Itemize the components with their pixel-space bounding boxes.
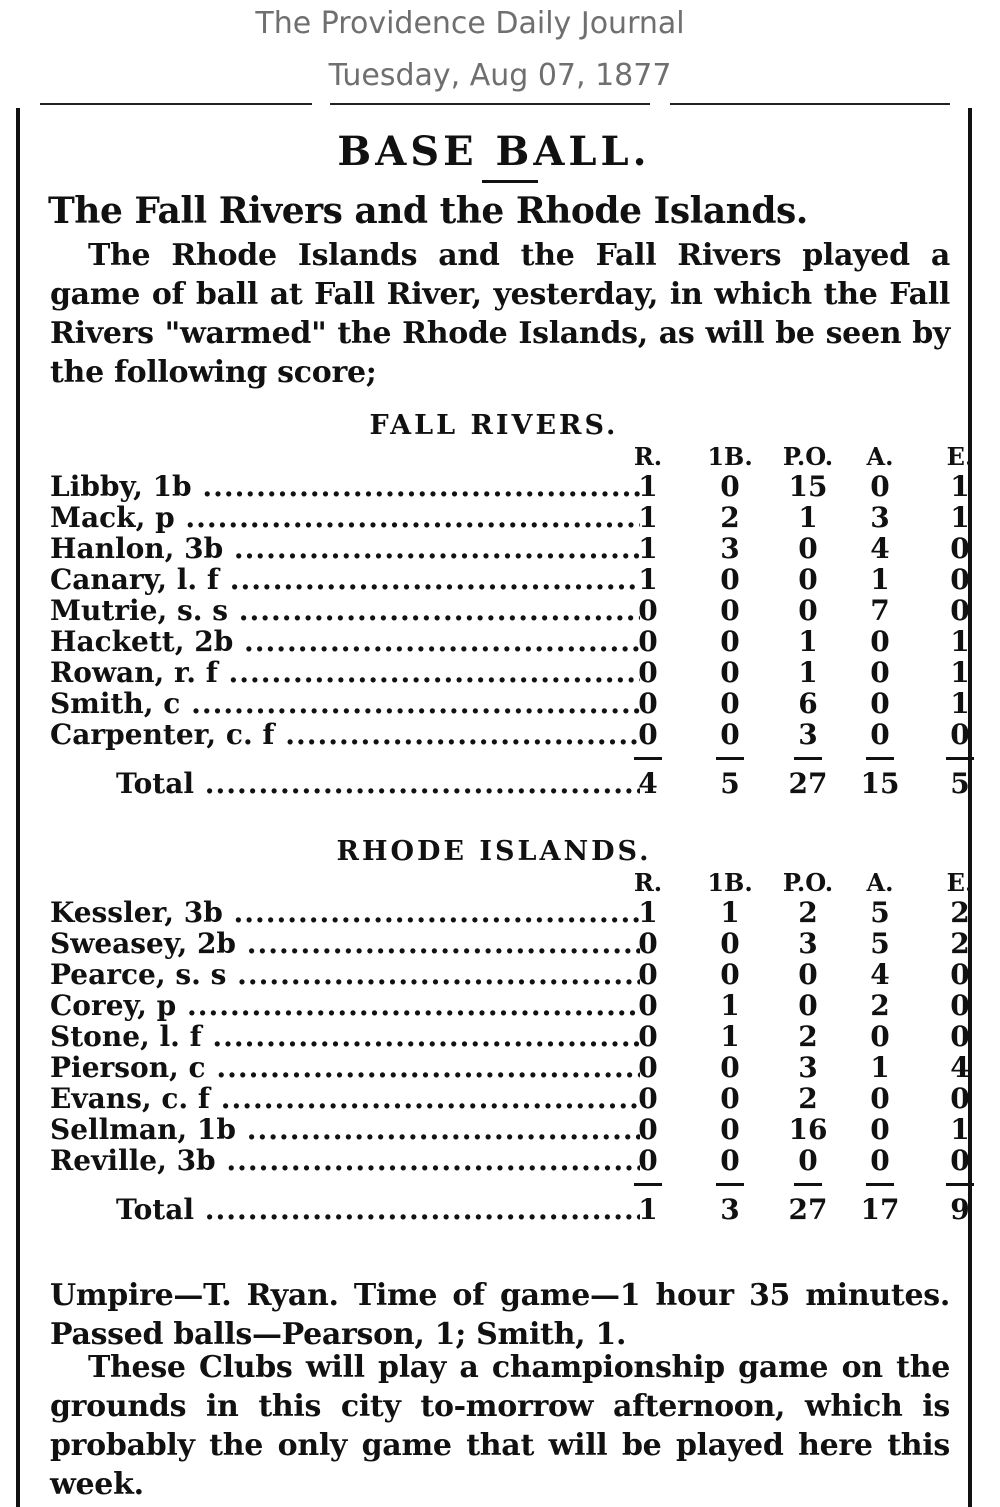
player-name: Sellman, 1b .....	[50, 1115, 640, 1145]
player-stat: 0	[950, 718, 970, 751]
player-name: Stone, l. f .....	[50, 1022, 640, 1052]
player-stat: 1	[950, 1113, 970, 1146]
player-stat: 1	[638, 563, 658, 596]
player-stat: 1	[798, 501, 818, 534]
sum-rule	[634, 1183, 662, 1186]
player-stat: 4	[870, 532, 890, 565]
player-stat: 0	[720, 1051, 740, 1084]
player-name: Rowan, r. f .....	[50, 658, 640, 688]
player-stat: 2	[798, 896, 818, 929]
player-stat: 2	[720, 501, 740, 534]
sum-rule	[946, 1183, 974, 1186]
player-stat: 1	[638, 470, 658, 503]
stat-header: 1B.	[707, 868, 753, 897]
player-stat: 0	[638, 656, 658, 689]
player-stat: 0	[638, 989, 658, 1022]
team-heading: FALL RIVERS.	[369, 410, 619, 441]
player-stat: 0	[720, 718, 740, 751]
player-stat: 0	[638, 927, 658, 960]
player-stat: 5	[870, 927, 890, 960]
player-stat: 1	[950, 470, 970, 503]
player-stat: 0	[638, 1020, 658, 1053]
player-stat: 2	[798, 1082, 818, 1115]
sum-rule	[866, 757, 894, 760]
player-stat: 0	[870, 1082, 890, 1115]
player-stat: 7	[870, 594, 890, 627]
total-stat: 5	[950, 767, 970, 800]
team-heading: RHODE ISLANDS.	[336, 836, 652, 867]
publication-date: Tuesday, Aug 07, 1877	[328, 58, 672, 93]
stat-header: R.	[633, 868, 663, 897]
player-stat: 2	[950, 927, 970, 960]
stat-header: A.	[866, 868, 894, 897]
player-name: Hackett, 2b .....	[50, 627, 640, 657]
player-stat: 0	[638, 958, 658, 991]
player-stat: 0	[638, 1144, 658, 1177]
player-name: Evans, c. f .....	[50, 1084, 640, 1114]
player-stat: 0	[950, 1082, 970, 1115]
total-stat: 27	[788, 767, 828, 800]
player-name: Mack, p .....	[50, 503, 640, 533]
sum-rule	[716, 1183, 744, 1186]
player-stat: 16	[788, 1113, 828, 1146]
total-label: Total .....	[50, 769, 640, 799]
player-stat: 0	[638, 594, 658, 627]
player-stat: 0	[798, 594, 818, 627]
newspaper-name: The Providence Daily Journal	[255, 6, 685, 41]
player-stat: 1	[870, 1051, 890, 1084]
top-rule-center	[330, 103, 650, 105]
player-stat: 3	[798, 718, 818, 751]
title-divider	[482, 180, 538, 183]
player-stat: 0	[870, 625, 890, 658]
top-rule-left	[40, 103, 312, 105]
player-stat: 0	[950, 594, 970, 627]
player-stat: 0	[870, 1144, 890, 1177]
player-stat: 0	[950, 989, 970, 1022]
sum-rule	[794, 1183, 822, 1186]
player-stat: 0	[638, 1082, 658, 1115]
player-stat: 0	[870, 1113, 890, 1146]
sum-rule	[866, 1183, 894, 1186]
total-stat: 27	[788, 1193, 828, 1226]
player-stat: 15	[788, 470, 828, 503]
stat-header: A.	[866, 442, 894, 471]
total-stat: 5	[720, 767, 740, 800]
total-stat: 15	[860, 767, 900, 800]
player-stat: 0	[720, 1144, 740, 1177]
player-name: Sweasey, 2b .....	[50, 929, 640, 959]
player-stat: 1	[720, 1020, 740, 1053]
player-stat: 0	[720, 1082, 740, 1115]
player-stat: 0	[950, 1144, 970, 1177]
player-stat: 0	[720, 687, 740, 720]
player-name: Carpenter, c. f .....	[50, 720, 640, 750]
player-stat: 0	[870, 687, 890, 720]
player-stat: 6	[798, 687, 818, 720]
player-stat: 1	[798, 625, 818, 658]
player-stat: 4	[950, 1051, 970, 1084]
player-stat: 3	[870, 501, 890, 534]
player-stat: 0	[798, 563, 818, 596]
player-stat: 1	[950, 625, 970, 658]
intro-paragraph: The Rhode Islands and the Fall Rivers played a game of ball at Fall River, yesterday, in which the Fall Rivers "warmed" the Rhode Islands, as will be seen by the following score;	[50, 238, 950, 390]
player-stat: 0	[870, 718, 890, 751]
player-stat: 0	[638, 718, 658, 751]
player-stat: 0	[870, 470, 890, 503]
player-stat: 2	[798, 1020, 818, 1053]
player-stat: 0	[638, 625, 658, 658]
total-stat: 4	[638, 767, 658, 800]
total-stat: 3	[720, 1193, 740, 1226]
sum-rule	[634, 757, 662, 760]
player-stat: 0	[950, 563, 970, 596]
player-name: Canary, l. f .....	[50, 565, 640, 595]
player-stat: 0	[720, 958, 740, 991]
stat-header: E.	[946, 868, 974, 897]
player-stat: 1	[720, 896, 740, 929]
player-stat: 1	[638, 896, 658, 929]
player-stat: 3	[720, 532, 740, 565]
stat-header: 1B.	[707, 442, 753, 471]
player-stat: 0	[720, 656, 740, 689]
player-name: Kessler, 3b .....	[50, 898, 640, 928]
player-stat: 2	[870, 989, 890, 1022]
player-stat: 0	[720, 625, 740, 658]
player-stat: 0	[798, 989, 818, 1022]
game-details: Umpire—T. Ryan. Time of game—1 hour 35 minutes. Passed balls—Pearson, 1; Smith, 1.	[50, 1278, 950, 1352]
newspaper-column	[16, 108, 972, 1507]
player-name: Libby, 1b .....	[50, 472, 640, 502]
player-stat: 0	[720, 563, 740, 596]
total-label: Total .....	[50, 1195, 640, 1225]
player-stat: 0	[720, 927, 740, 960]
player-stat: 0	[638, 1113, 658, 1146]
top-rule-right	[670, 103, 950, 105]
sum-rule	[946, 757, 974, 760]
player-name: Hanlon, 3b .....	[50, 534, 640, 564]
total-stat: 9	[950, 1193, 970, 1226]
player-stat: 0	[720, 594, 740, 627]
sum-rule	[794, 757, 822, 760]
sum-rule	[716, 757, 744, 760]
player-stat: 0	[638, 687, 658, 720]
player-name: Reville, 3b .....	[50, 1146, 640, 1176]
player-stat: 1	[638, 501, 658, 534]
player-name: Pierson, c .....	[50, 1053, 640, 1083]
player-stat: 1	[720, 989, 740, 1022]
stat-header: P.O.	[782, 442, 834, 471]
player-stat: 2	[950, 896, 970, 929]
player-stat: 1	[798, 656, 818, 689]
player-stat: 0	[950, 532, 970, 565]
player-stat: 1	[950, 656, 970, 689]
player-stat: 0	[720, 470, 740, 503]
player-stat: 0	[870, 656, 890, 689]
player-stat: 5	[870, 896, 890, 929]
player-stat: 0	[798, 1144, 818, 1177]
article-title: BASE BALL.	[337, 128, 651, 175]
player-stat: 3	[798, 1051, 818, 1084]
total-stat: 1	[638, 1193, 658, 1226]
player-stat: 0	[798, 532, 818, 565]
player-stat: 0	[870, 1020, 890, 1053]
player-stat: 1	[950, 687, 970, 720]
player-stat: 1	[638, 532, 658, 565]
total-stat: 17	[860, 1193, 900, 1226]
player-stat: 1	[950, 501, 970, 534]
stat-header: R.	[633, 442, 663, 471]
player-stat: 0	[950, 1020, 970, 1053]
article-subhead: The Fall Rivers and the Rhode Islands.	[48, 190, 808, 232]
player-name: Corey, p .....	[50, 991, 640, 1021]
stat-header: E.	[946, 442, 974, 471]
player-stat: 0	[720, 1113, 740, 1146]
player-stat: 0	[798, 958, 818, 991]
player-stat: 3	[798, 927, 818, 960]
player-name: Pearce, s. s .....	[50, 960, 640, 990]
player-stat: 4	[870, 958, 890, 991]
upcoming-game-note: These Clubs will play a championship game on the grounds in this city to-morrow afternoon, which is probably the only game that will be played here this week.	[50, 1350, 950, 1502]
stat-header: P.O.	[782, 868, 834, 897]
player-stat: 0	[950, 958, 970, 991]
player-name: Mutrie, s. s .....	[50, 596, 640, 626]
player-stat: 0	[638, 1051, 658, 1084]
player-name: Smith, c .....	[50, 689, 640, 719]
player-stat: 1	[870, 563, 890, 596]
